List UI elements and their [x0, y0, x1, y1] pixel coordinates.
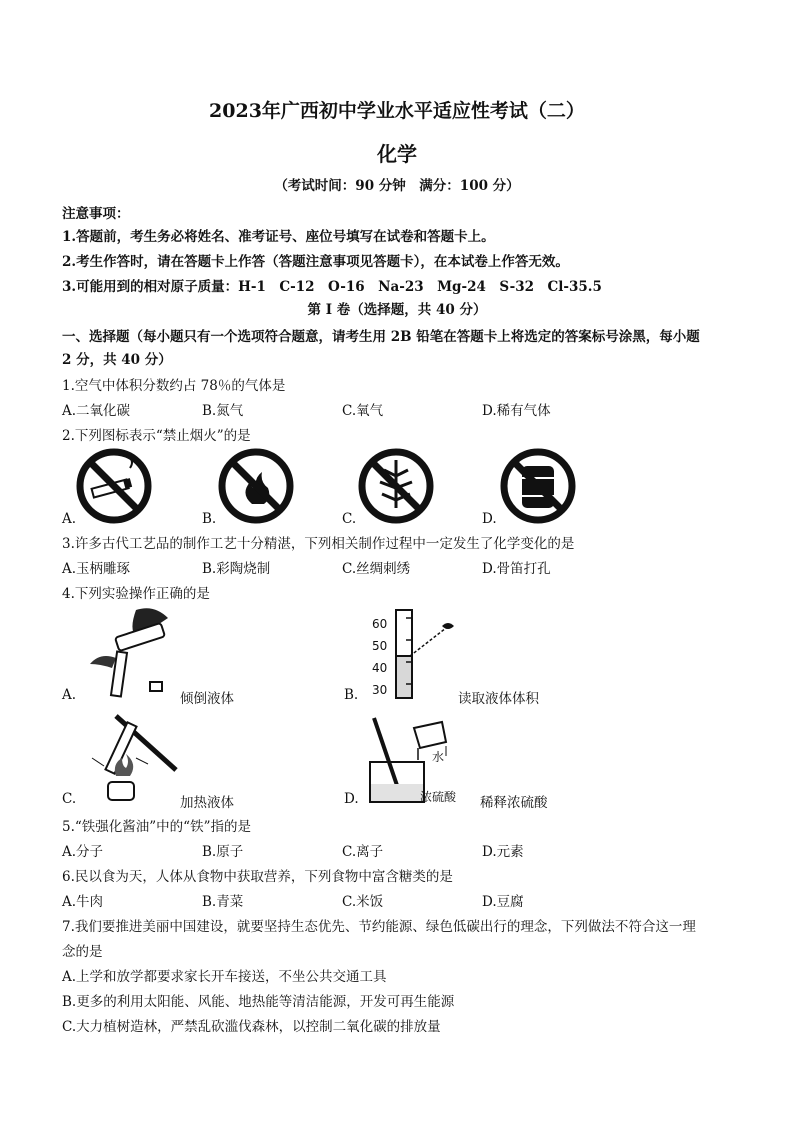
notes-heading: 注意事项： [62, 206, 130, 222]
section-title: 第 Ⅰ 卷（选择题，共 40 分） [307, 302, 487, 318]
beaker-water-label: 水 [432, 750, 445, 764]
section-instruction-line1: 一、选择题（每小题只有一个选项符合题意，请考生用 2B 铅笔在答题卡上将选定的答案标号涂黑，每小题 [62, 329, 700, 345]
q6-option-d[interactable]: D.豆腐 [482, 894, 524, 910]
q5-option-b[interactable]: B.原子 [202, 844, 244, 860]
q4-caption-b: 读取液体体积 [458, 691, 539, 707]
q7-stem-line2: 念的是 [62, 944, 103, 960]
cylinder-tick-30: 30 [372, 683, 388, 697]
q1-option-b[interactable]: B.氮气 [202, 403, 244, 419]
exam-meta: （考试时间：90 分钟 满分：100 分） [274, 178, 520, 194]
q4-option-a[interactable]: A. [62, 687, 77, 703]
heating-liquid-figure[interactable] [76, 710, 186, 806]
pouring-liquid-figure[interactable] [76, 604, 196, 700]
q4-caption-a: 倾倒液体 [180, 691, 234, 707]
note-item-2: 2.考生作答时，请在答题卡上作答（答题注意事项见答题卡），在本试卷上作答无效。 [62, 254, 569, 270]
q2-option-d[interactable]: D. [482, 511, 497, 527]
q1-stem: 1.空气中体积分数约占 78％的气体是 [62, 378, 286, 394]
note-item-1: 1.答题前，考生务必将姓名、准考证号、座位号填写在试卷和答题卡上。 [62, 229, 495, 245]
q7-stem-line1: 7.我们要推进美丽中国建设，就要坚持生态优先、节约能源、绿色低碳出行的理念，下列做法不符合这一理 [62, 919, 696, 935]
q3-option-b[interactable]: B.彩陶烧制 [202, 561, 271, 577]
q4-option-d[interactable]: D. [344, 791, 359, 807]
cylinder-tick-50: 50 [372, 639, 388, 653]
q2-stem: 2.下列图标表示“禁止烟火”的是 [62, 428, 251, 444]
no-smoking-sign[interactable] [74, 446, 154, 526]
q5-stem: 5.“铁强化酱油”中的“铁”指的是 [62, 819, 251, 835]
q4-caption-c: 加热液体 [180, 795, 234, 811]
exam-subject: 化学 [377, 142, 417, 166]
q3-option-d[interactable]: D.骨笛打孔 [482, 561, 551, 577]
no-fire-sign[interactable] [216, 446, 296, 526]
no-hazard-barrel-sign[interactable] [498, 446, 578, 526]
q5-option-a[interactable]: A.分子 [62, 844, 104, 860]
q6-option-a[interactable]: A.牛肉 [62, 894, 104, 910]
q2-option-b[interactable]: B. [202, 511, 217, 527]
section-instruction-line2: 2 分，共 40 分） [62, 352, 172, 368]
q3-option-c[interactable]: C.丝绸刺绣 [342, 561, 411, 577]
q1-option-a[interactable]: A.二氧化碳 [62, 403, 131, 419]
q5-option-d[interactable]: D.元素 [482, 844, 524, 860]
q4-option-c[interactable]: C. [62, 791, 77, 807]
q6-option-c[interactable]: C.米饭 [342, 894, 384, 910]
q7-option-b[interactable]: B.更多的利用太阳能、风能、地热能等清洁能源，开发可再生能源 [62, 994, 455, 1010]
q7-option-a[interactable]: A.上学和放学都要求家长开车接送，不坐公共交通工具 [62, 969, 387, 985]
cylinder-tick-60: 60 [372, 617, 388, 631]
q1-option-d[interactable]: D.稀有气体 [482, 403, 551, 419]
cylinder-tick-40: 40 [372, 661, 388, 675]
q4-option-b[interactable]: B. [344, 687, 359, 703]
q1-option-c[interactable]: C.氧气 [342, 403, 384, 419]
q5-option-c[interactable]: C.离子 [342, 844, 384, 860]
q4-caption-d: 稀释浓硫酸 [480, 795, 548, 811]
q6-stem: 6.民以食为天，人体从食物中获取营养，下列食物中富含糖类的是 [62, 869, 453, 885]
q6-option-b[interactable]: B.青菜 [202, 894, 244, 910]
q2-option-a[interactable]: A. [62, 511, 77, 527]
q4-stem: 4.下列实验操作正确的是 [62, 586, 210, 602]
q3-option-a[interactable]: A.玉柄雕琢 [62, 561, 131, 577]
exam-title: 2023年广西初中学业水平适应性考试（二） [209, 100, 585, 122]
note-item-3: 3.可能用到的相对原子质量：H-1 C-12 O-16 Na-23 Mg-24 S-32 Cl-35.5 [62, 279, 602, 295]
q7-option-c[interactable]: C.大力植树造林，严禁乱砍滥伐森林，以控制二氧化碳的排放量 [62, 1019, 441, 1035]
q3-stem: 3.许多古代工艺品的制作工艺十分精湛，下列相关制作过程中一定发生了化学变化的是 [62, 536, 575, 552]
q2-option-c[interactable]: C. [342, 511, 357, 527]
no-deforestation-sign[interactable] [356, 446, 436, 526]
acid-label: 浓硫酸 [420, 790, 457, 804]
